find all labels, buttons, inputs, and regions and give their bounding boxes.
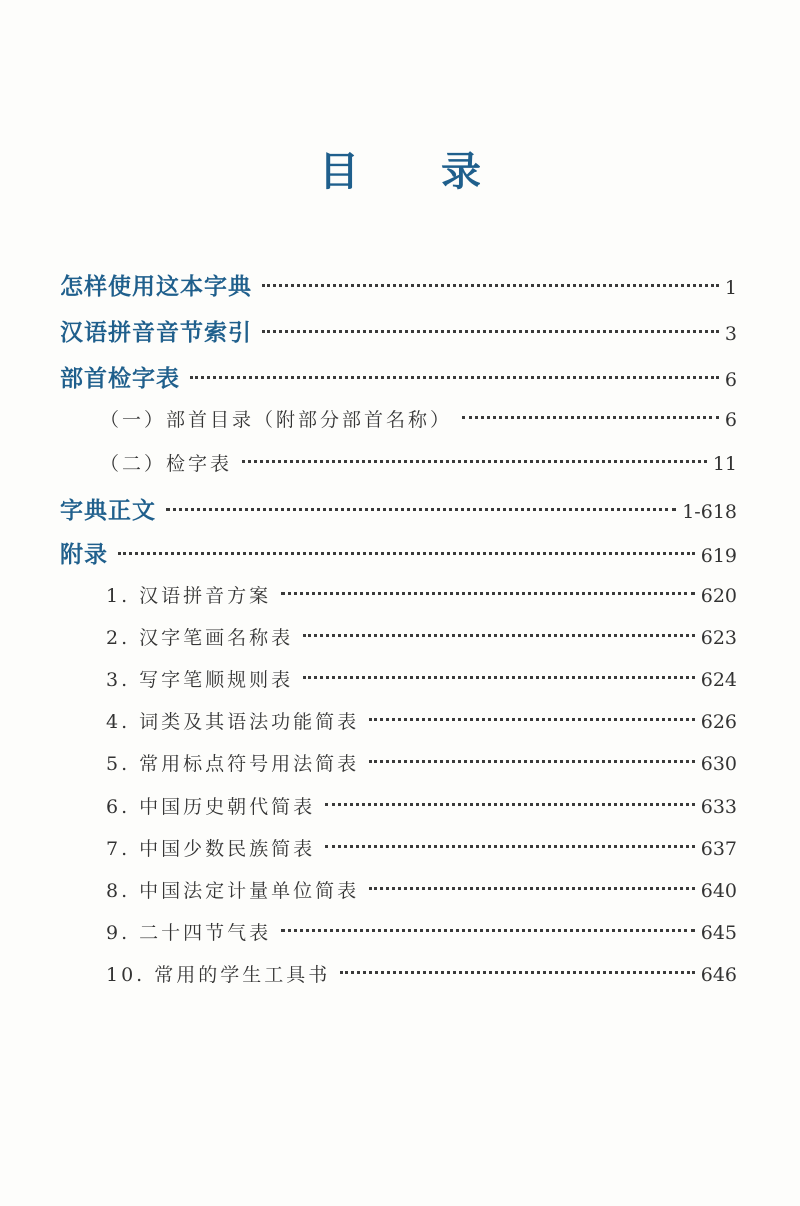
toc-entry[interactable]: [106, 918, 737, 952]
leader-dots: [325, 845, 695, 848]
toc-entry-page: 619: [700, 545, 737, 567]
toc-entry[interactable]: [106, 665, 737, 699]
toc-entry-page: 646: [700, 964, 737, 986]
toc-entry-label: 7. 中国少数民族简表: [106, 838, 316, 860]
toc-entry-page: 624: [700, 669, 737, 691]
toc-entry-page: 1-618: [682, 501, 737, 523]
leader-dots: [340, 971, 694, 974]
toc-entry[interactable]: [100, 449, 737, 483]
toc-entry-page: 645: [700, 922, 737, 944]
leader-dots: [303, 634, 695, 637]
leader-dots: [166, 508, 676, 511]
leader-dots: [369, 718, 695, 721]
toc-entry-label: （一）部首目录（附部分部首名称）: [100, 409, 453, 431]
leader-dots: [303, 676, 695, 679]
toc-entry-page: 11: [712, 453, 737, 475]
toc-entry-label: 3. 写字笔顺规则表: [106, 669, 294, 691]
leader-dots: [325, 803, 695, 806]
toc-entry[interactable]: [60, 360, 737, 394]
toc-entry[interactable]: [106, 792, 737, 826]
toc-entry[interactable]: [106, 876, 737, 910]
toc-entry-page: 1: [724, 277, 737, 299]
toc-entry-label: 附录: [60, 542, 108, 568]
toc-entry[interactable]: [60, 314, 737, 348]
leader-dots: [242, 460, 707, 463]
toc-entry[interactable]: [106, 581, 737, 615]
toc-entry[interactable]: [106, 707, 737, 741]
toc-entry-page: 6: [724, 369, 737, 391]
leader-dots: [462, 416, 719, 419]
toc-entry[interactable]: [60, 536, 737, 570]
leader-dots: [369, 887, 695, 890]
toc-entry-label: 汉语拼音音节索引: [60, 320, 252, 346]
toc-entry-page: 6: [724, 409, 737, 431]
toc-entry-page: 630: [700, 753, 737, 775]
toc-entry-label: （二）检字表: [100, 453, 233, 475]
leader-dots: [262, 284, 719, 287]
toc-entry-page: 640: [700, 880, 737, 902]
leader-dots: [369, 760, 695, 763]
leader-dots: [281, 592, 695, 595]
toc-entry[interactable]: [106, 749, 737, 783]
leader-dots: [281, 929, 695, 932]
toc-entry-label: 2. 汉字笔画名称表: [106, 627, 294, 649]
toc-entry-label: 怎样使用这本字典: [60, 274, 252, 300]
toc-entry-page: 623: [700, 627, 737, 649]
toc-entry-label: 字典正文: [60, 498, 156, 524]
toc-entry-label: 6. 中国历史朝代简表: [106, 796, 316, 818]
toc-entry-page: 3: [724, 323, 737, 345]
toc-entry-label: 部首检字表: [60, 366, 180, 392]
leader-dots: [262, 330, 719, 333]
toc-entry[interactable]: [60, 268, 737, 302]
toc-entry[interactable]: [60, 492, 737, 526]
toc-entry-page: 626: [700, 711, 737, 733]
toc-entry-label: 10. 常用的学生工具书: [106, 964, 331, 986]
toc-entry-page: 637: [700, 838, 737, 860]
toc-entry-label: 9. 二十四节气表: [106, 922, 272, 944]
toc-entry[interactable]: [106, 834, 737, 868]
page-title: 目 录: [319, 149, 515, 195]
toc-entry-label: 4. 词类及其语法功能简表: [106, 711, 360, 733]
toc-entry[interactable]: [106, 623, 737, 657]
leader-dots: [190, 376, 719, 379]
toc-entry-label: 8. 中国法定计量单位简表: [106, 880, 360, 902]
toc-entry-label: 1. 汉语拼音方案: [106, 585, 272, 607]
toc-entry[interactable]: [100, 405, 737, 439]
toc-entry-page: 633: [700, 796, 737, 818]
toc-entry-page: 620: [700, 585, 737, 607]
toc-entry[interactable]: [106, 960, 737, 994]
leader-dots: [118, 552, 695, 555]
toc-entry-label: 5. 常用标点符号用法简表: [106, 753, 360, 775]
